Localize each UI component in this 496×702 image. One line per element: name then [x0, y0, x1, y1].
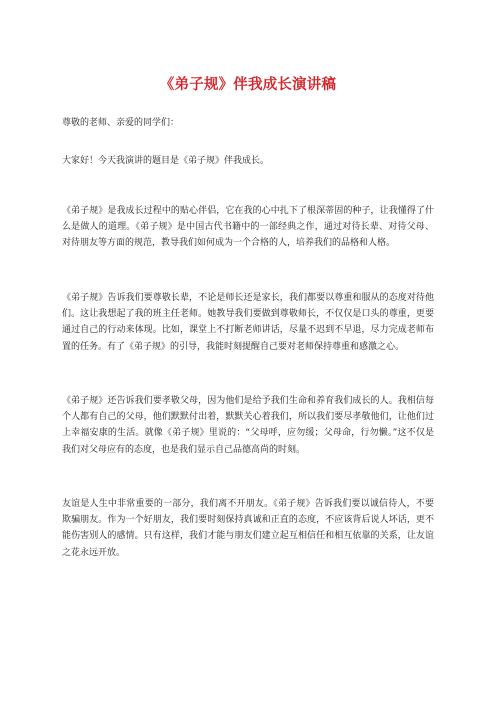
body-paragraph: 友谊是人生中非常重要的一部分，我们离不开朋友。《弟子规》告诉我们要以诚信待人，不要欺骗朋友。作为一个好朋友，我们要时刻保持真诚和正直的态度，不应该背后说人坏话，更不能伤害别人的感情。只有这样，我们才能与朋友们建立起互相信任和相互依靠的关系，让友谊之花永远开放。 — [62, 499, 434, 558]
body-paragraph: 《弟子规》告诉我们要尊敬长辈，不论是师长还是家长，我们都要以尊重和服从的态度对待他们。这让我想起了我的班主任老师。她教导我们要做到尊敬师长，不仅仅是口头的尊重，更要通过自己的行动来体现。比如，课堂上不打断老师讲话，尽量不迟到不早退，尽力完成老师布置的任务。有了《弟子规》的引导，我能时刻提醒自己要对老师保持尊重和感激之心。 — [62, 293, 434, 352]
document-title: 《弟子规》伴我成长演讲稿 — [159, 77, 337, 93]
intro-line: 大家好！今天我演讲的题目是《弟子规》伴我成长。 — [62, 156, 270, 166]
body-paragraph: 《弟子规》是我成长过程中的贴心伴侣，它在我的心中扎下了根深蒂固的种子，让我懂得了什么是做人的道理。《弟子规》是中国古代书籍中的一部经典之作，通过对待长辈、对待父母、对待朋友等方面的规范，教导我们如何成为一个合格的人，培养我们的品格和人格。 — [62, 206, 434, 249]
greeting-line: 尊敬的老师、亲爱的同学们： — [62, 118, 180, 128]
body-paragraph: 《弟子规》还告诉我们要孝敬父母，因为他们是给予我们生命和养育我们成长的人。我相信每个人都有自己的父母，他们默默付出着，默默关心着我们，所以我们要尽孝敬他们，让他们过上幸福安康的生活。就像《弟子规》里说的：“父母呼，应勿缓；父母命，行勿懒。”这不仅是我们对父母应有的态度，也是我们显示自己品德高尚的时刻。 — [62, 396, 434, 455]
